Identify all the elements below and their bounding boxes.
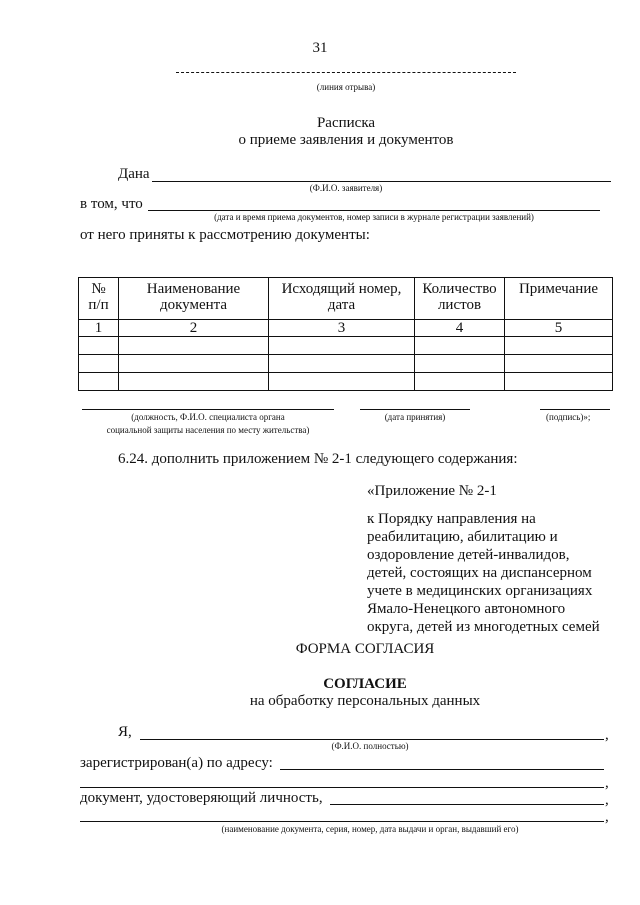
appendix-line: Ямало-Ненецкого автономного [367, 601, 566, 617]
accepted-text: от него приняты к рассмотрению документы: [80, 227, 370, 243]
table-cell [119, 373, 269, 391]
table-cell [269, 337, 415, 355]
table-cell: 1 [79, 320, 119, 337]
sign-position-hint-1: (должность, Ф.И.О. специалиста органа [131, 412, 285, 422]
table-cell [269, 355, 415, 373]
table-cell [269, 373, 415, 391]
fio-field-line [140, 739, 604, 740]
receipt-title: Расписка [316, 115, 376, 131]
appendix-text [367, 510, 600, 636]
document-hint: (наименование документа, серия, номер, дата выдачи и орган, выдавший его) [221, 824, 519, 834]
sign-position-line [82, 409, 334, 410]
document-field-line [330, 804, 604, 805]
header-cell-number: № п/п [79, 278, 119, 320]
table-numbers-row [79, 320, 613, 337]
comma: , [605, 809, 609, 825]
table-cell [415, 373, 505, 391]
document-label: документ, удостоверяющий личность, [80, 790, 323, 806]
address-field-line [280, 769, 604, 770]
appendix-line: учете в медицинских организациях [367, 583, 593, 599]
table-cell [119, 337, 269, 355]
table-cell [79, 355, 119, 373]
document-field-line-2 [80, 821, 604, 822]
address-field-line-2 [80, 787, 604, 788]
i-label: Я, [118, 724, 132, 740]
table-cell: 3 [269, 320, 415, 337]
table-cell [415, 355, 505, 373]
table-cell [119, 355, 269, 373]
header-cell-note: Примечание [505, 278, 613, 320]
sign-date-hint: (дата принятия) [384, 412, 446, 422]
sign-position-hint-2: социальной защиты населения по месту жительства) [106, 425, 310, 435]
consent-subtitle: на обработку персональных данных [249, 693, 481, 709]
amendment-text: 6.24. дополнить приложением № 2-1 следующего содержания: [118, 451, 518, 467]
appendix-line: оздоровление детей-инвалидов, [367, 547, 570, 563]
comma: , [605, 727, 609, 743]
consent-title: СОГЛАСИЕ [323, 676, 407, 692]
table-cell [505, 355, 613, 373]
fio-hint: (Ф.И.О. полностью) [331, 741, 409, 751]
sign-signature-hint: (подпись)»; [546, 412, 591, 422]
that-label: в том, что [80, 196, 143, 212]
given-field-line [152, 181, 611, 182]
given-label: Дана [118, 166, 150, 182]
comma: , [605, 792, 609, 808]
sign-date-line [360, 409, 470, 410]
table-cell: 5 [505, 320, 613, 337]
comma: , [605, 775, 609, 791]
table-cell: 2 [119, 320, 269, 337]
tear-line [176, 72, 516, 73]
header-cell-sheets: Количество листов [415, 278, 505, 320]
table-cell [79, 337, 119, 355]
appendix-title: «Приложение № 2-1 [367, 483, 497, 499]
table-row [79, 373, 613, 391]
tear-line-label: (линия отрыва) [316, 82, 376, 92]
form-title: ФОРМА СОГЛАСИЯ [295, 641, 435, 657]
table-cell [79, 373, 119, 391]
page-number: 31 [312, 40, 328, 56]
header-cell-outgoing: Исходящий номер, дата [269, 278, 415, 320]
sign-signature-line [540, 409, 610, 410]
that-hint: (дата и время приема документов, номер записи в журнале регистрации заявлений) [214, 212, 534, 222]
appendix-line: округа, детей из многодетных семей [367, 619, 600, 635]
table-row [79, 355, 613, 373]
that-field-line [148, 210, 600, 211]
appendix-line: детей, состоящих на диспансерном [367, 565, 592, 581]
table-cell: 4 [415, 320, 505, 337]
documents-table [78, 277, 613, 391]
appendix-line: реабилитацию, абилитацию и [367, 529, 558, 545]
table-cell [505, 373, 613, 391]
table-row [79, 337, 613, 355]
header-cell-name: Наименование документа [119, 278, 269, 320]
table-header-row [79, 278, 613, 320]
registered-label: зарегистрирован(а) по адресу: [80, 755, 273, 771]
table-cell [415, 337, 505, 355]
appendix-line: к Порядку направления на [367, 511, 536, 527]
given-hint: (Ф.И.О. заявителя) [309, 183, 383, 193]
receipt-subtitle: о приеме заявления и документов [238, 132, 454, 148]
table-cell [505, 337, 613, 355]
